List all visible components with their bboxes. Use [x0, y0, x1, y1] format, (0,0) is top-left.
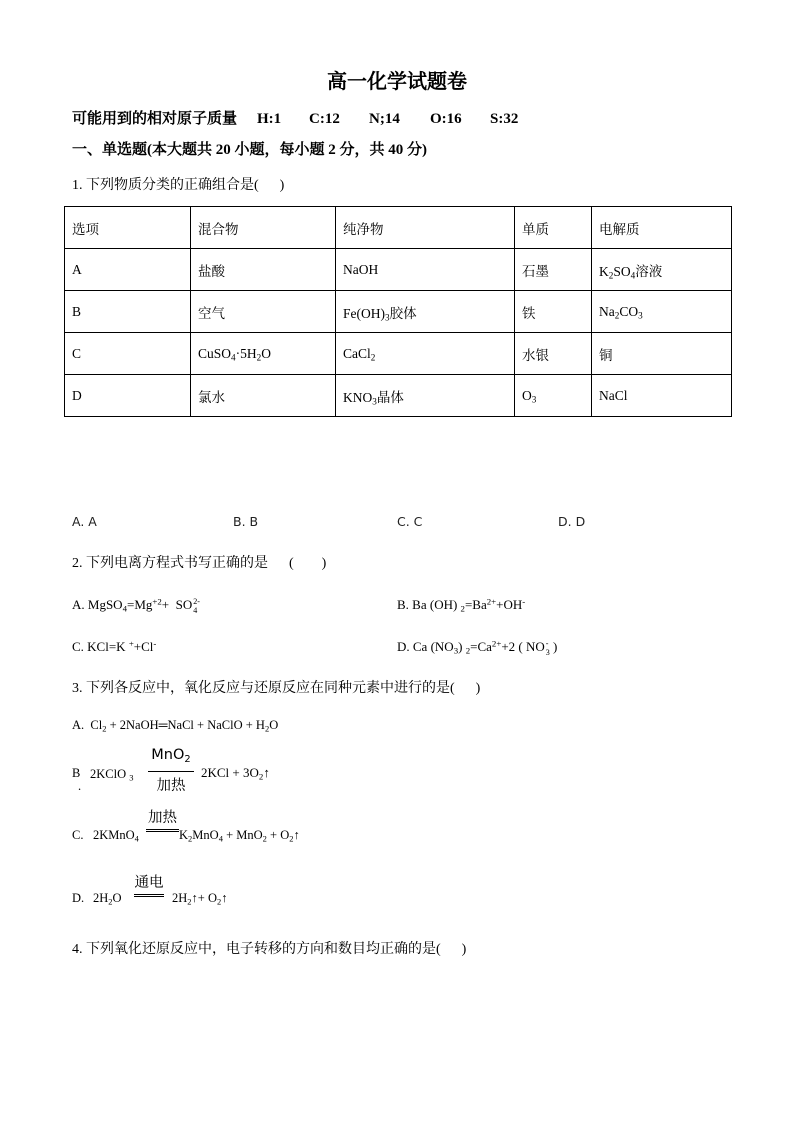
subscript: 3 [545, 647, 550, 657]
subscript: 2 [614, 310, 620, 321]
atomic-mass-item: C:12 [309, 111, 340, 127]
table-row [65, 249, 732, 291]
reaction-arrow-line [146, 829, 179, 832]
stacked-script [193, 598, 200, 615]
superscript: 2- [193, 597, 200, 607]
question-1-option-d: D. D [558, 514, 586, 529]
subscript: 2 [465, 645, 471, 656]
question-2-stem: 2. 下列电离方程式书写正确的是 ( ) [72, 556, 327, 571]
subscript: 2 [184, 753, 191, 765]
table-header-row [65, 207, 732, 249]
section-heading: 一、单选题(本大题共 20 小题，每小题 2 分，共 40 分) [72, 142, 427, 158]
reaction-arrow-line [148, 771, 194, 772]
reactants: $2H_2O$ [93, 891, 122, 907]
subscript: 2 [460, 603, 465, 614]
table-cell: A [65, 249, 191, 291]
subscript: 2 [289, 833, 294, 844]
subscript: 3 [129, 772, 134, 783]
table-row [65, 333, 732, 375]
subscript: 4 [231, 352, 236, 363]
reaction-condition [148, 745, 194, 797]
question-2-option-b: B. Ba (OH) $_2=Ba^{2+}+OH^-$ [397, 596, 526, 614]
atomic-mass-label: 可能用到的相对原子质量 [72, 111, 238, 127]
reactants: 2KMnO$_4$ [93, 828, 139, 844]
superscript: - [153, 638, 157, 649]
exam-title: 高一化学试题卷 [327, 71, 467, 93]
question-2-option-c: C. KCl=K ++Cl- [72, 638, 157, 654]
table-cell: 空气 [191, 291, 336, 333]
question-1-option-c: C. C [397, 514, 423, 529]
condition-electrolysis: 通电 [134, 875, 164, 891]
products: $K_2MnO_4 + MnO_2$ + $O_2↑$ [179, 828, 300, 844]
subscript: 2 [216, 896, 222, 907]
subscript: 4 [630, 270, 636, 281]
table-cell: 铁 [515, 291, 592, 333]
reaction-condition [146, 808, 179, 834]
option-label-dot: . [78, 779, 82, 793]
condition-catalyst: MnO$_2$ [151, 747, 191, 765]
subscript: 2 [187, 896, 192, 907]
products: $2KCl + 3O_2↑$ [201, 765, 270, 782]
table-cell: $CuSO_4\cdot 5H_2O$ [191, 333, 336, 375]
question-3-stem: 3. 下列各反应中，氧化反应与还原反应在同种元素中进行的是( ) [72, 681, 481, 696]
atomic-mass-item: N;14 [369, 111, 400, 127]
superscript: - [545, 639, 549, 649]
superscript: +2 [152, 596, 162, 607]
table-cell: NaCl [592, 375, 732, 417]
atomic-mass-item: O:16 [430, 111, 462, 127]
subscript: 2 [256, 352, 262, 363]
option-label: C. [72, 828, 84, 842]
subscript: 2 [370, 352, 376, 363]
subscript: 3 [531, 394, 537, 405]
table-cell: CaCl$_2$ [336, 333, 515, 375]
stacked-script [546, 640, 550, 657]
table-row [65, 291, 732, 333]
question-3-option-a: A. $Cl_2$ + 2NaOH═NaCl + NaClO + $H_2O$ [72, 718, 279, 734]
subscript: 4 [134, 833, 139, 844]
question-1-option-b: B. B [233, 514, 259, 529]
subscript: 2 [258, 771, 264, 782]
subscript: 3 [638, 310, 643, 321]
option-label: D. [72, 891, 85, 905]
table-cell: 盐酸 [191, 249, 336, 291]
table-cell: $Fe(OH)_3$胶体 [336, 291, 515, 333]
products: $2H_2↑+$ $O_2↑$ [172, 891, 228, 907]
question-4-stem: 4. 下列氧化还原反应中，电子转移的方向和数目均正确的是( ) [72, 942, 467, 957]
table-cell: D [65, 375, 191, 417]
reaction-arrow-line [134, 894, 164, 897]
table-cell: NaOH [336, 249, 515, 291]
question-1-option-a: A. A [72, 514, 97, 529]
table-row [65, 375, 732, 417]
header-pure-substance: 纯净物 [336, 207, 515, 249]
question-2-option-d: D. Ca $(NO_3)$ $_2=Ca^{2+}+2$ ( NO - 3 ) [397, 638, 558, 657]
subscript: 4 [193, 605, 198, 615]
subscript: 3 [385, 312, 390, 323]
table-cell: $K_2SO_4$溶液 [592, 249, 732, 291]
superscript: 2+ [491, 638, 502, 649]
table-cell: B [65, 291, 191, 333]
subscript: 2 [108, 896, 113, 907]
question-2-option-a: A. $MgSO_4=Mg^{+2}+$ SO 2- 4 [72, 596, 200, 615]
header-element: 单质 [515, 207, 592, 249]
atomic-mass-item: H:1 [257, 111, 282, 127]
table-cell: 铜 [592, 333, 732, 375]
table-cell: 石墨 [515, 249, 592, 291]
table-cell: $O_3$ [515, 375, 592, 417]
superscript: + [128, 638, 134, 649]
table-cell: C [65, 333, 191, 375]
subscript: 4 [218, 833, 223, 844]
option-label: B [72, 766, 81, 780]
table-cell: $KNO_3$晶体 [336, 375, 515, 417]
reaction-condition [134, 873, 164, 899]
condition-heat: 加热 [156, 778, 186, 794]
atomic-mass-item: S:32 [490, 111, 519, 127]
subscript: 2 [102, 723, 107, 734]
table-cell: 氯水 [191, 375, 336, 417]
condition-heat: 加热 [148, 810, 177, 826]
table-cell: 水银 [515, 333, 592, 375]
superscript: - [522, 596, 526, 607]
classification-table [64, 206, 732, 417]
subscript: 3 [453, 645, 459, 656]
header-option: 选项 [65, 207, 191, 249]
subscript: 3 [372, 396, 377, 407]
header-electrolyte: 电解质 [592, 207, 732, 249]
reactants: 2KClO $_3$ [90, 767, 134, 783]
subscript: 2 [262, 833, 267, 844]
superscript: 2+ [486, 596, 497, 607]
subscript: 4 [122, 603, 127, 614]
header-mixture: 混合物 [191, 207, 336, 249]
table-cell: $Na_2CO_3$ [592, 291, 732, 333]
question-1-stem: 1. 下列物质分类的正确组合是( ) [72, 178, 285, 193]
subscript: 2 [608, 270, 614, 281]
subscript: 2 [264, 723, 270, 734]
subscript: 2 [188, 833, 193, 844]
